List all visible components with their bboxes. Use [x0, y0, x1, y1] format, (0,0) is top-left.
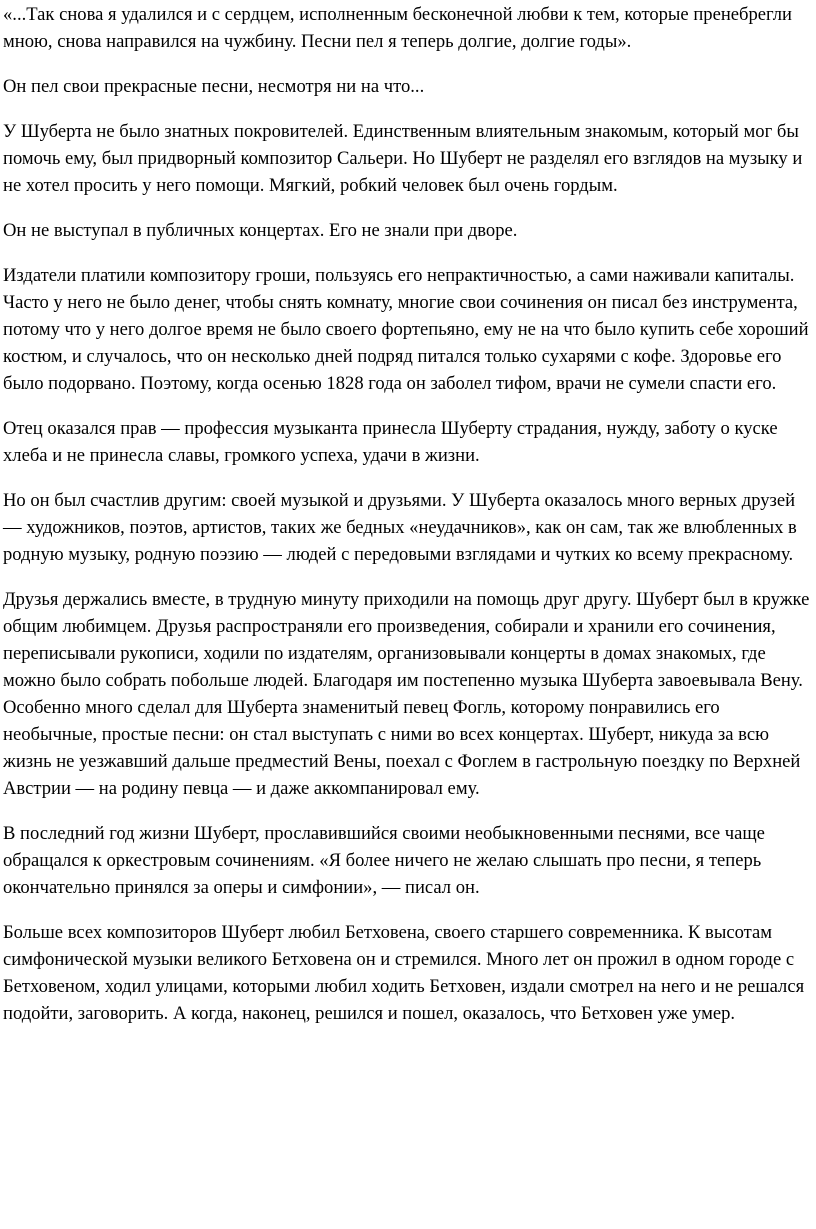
paragraph-9: В последний год жизни Шуберт, прославившийся своими необыкновенными песнями, все чаще обращался к оркестровым сочинениям. «Я более ничего не желаю слышать про песни, я теперь окончательно принялся за оперы и симфонии», — писал он.: [3, 823, 765, 898]
paragraph-7: Но он был счастлив другим: своей музыкой и друзьями. У Шуберта оказалось много верных друзей — художников, поэтов, артистов, таких же бедных «неудачников», как он сам, так же влюбленных в родную музыку, родную поэзию — людей с передовыми взглядами и чутких ко всему прекрасному.: [3, 490, 797, 565]
document-body: [3, 0, 811, 1045]
paragraph-3: У Шуберта не было знатных покровителей. Единственным влиятельным знакомым, который мог бы помочь ему, был придворный композитор Сальери. Но Шуберт не разделял его взглядов на музыку и не хотел просить у него помощи. Мягкий, робкий человек был очень гордым.: [3, 121, 803, 196]
paragraph-4: Он не выступал в публичных концертах. Его не знали при дворе.: [3, 220, 518, 241]
paragraph-6: Отец оказался прав — профессия музыканта принесла Шуберту страдания, нужду, заботу о куске хлеба и не принесла славы, громкого успеха, удачи в жизни.: [3, 418, 778, 466]
paragraph-10: Больше всех композиторов Шуберт любил Бетховена, своего старшего современника. К высотам симфонической музыки великого Бетховена он и стремился. Много лет он прожил в одном городе с Бетховеном, ходил улицами, которыми любил ходить Бетховен, издали смотрел на него и не решался подойти, заговорить. А когда, наконец, решился и пошел, оказалось, что Бетховен уже умер.: [3, 922, 805, 1024]
paragraph-8: Друзья держались вместе, в трудную минуту приходили на помощь друг другу. Шуберт был в кружке общим любимцем. Друзья распространяли его произведения, собирали и хранили его сочинения, переписывали рукописи, ходили по издателям, организовывали концерты в домах знакомых, где можно было собрать побольше людей. Благодаря им постепенно музыка Шуберта завоевывала Вену. Особенно много сделал для Шуберта знаменитый певец Фогль, которому понравились его необычные, простые песни: он стал выступать с ними во всех концертах. Шуберт, никуда за всю жизнь не уезжавший дальше предместий Вены, поехал с Фоглем в гастрольную поездку по Верхней Австрии — на родину певца — и даже аккомпанировал ему.: [3, 589, 810, 799]
paragraph-1: «...Так снова я удалился и с сердцем, исполненным бесконечной любви к тем, которые пренебрегли мною, снова направился на чужбину. Песни пел я теперь долгие, долгие годы».: [3, 4, 792, 52]
paragraph-5: Издатели платили композитору гроши, пользуясь его непрактичностью, а сами наживали капиталы. Часто у него не было денег, чтобы снять комнату, многие свои сочинения он писал без инструмента, потому что у него долгое время не было своего фортепьяно, ему не на что было купить себе хороший костюм, и случалось, что он несколько дней подряд питался только сухарями с кофе. Здоровье его было подорвано. Поэтому, когда осенью 1828 года он заболел тифом, врачи не сумели спасти его.: [3, 265, 809, 394]
paragraph-2: Он пел свои прекрасные песни, несмотря ни на что...: [3, 76, 425, 97]
